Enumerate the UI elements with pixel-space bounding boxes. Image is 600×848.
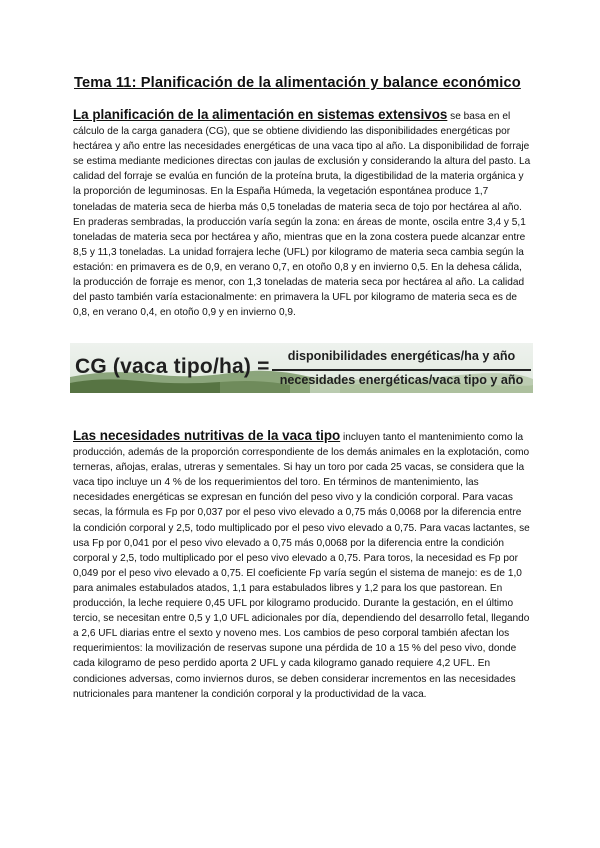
- carrying-capacity-formula-image: [70, 343, 533, 393]
- paragraph-extensive-systems: [73, 107, 531, 320]
- fraction-bar: [272, 369, 531, 371]
- paragraph-body-extensive: se basa en el cálculo de la carga ganadera (CG), que se obtiene dividiendo las disponibilidades energéticas por hectárea y año entre las necesidades energéticas de una vaca tipo al año. La disponibilidad de forraje se estima mediante mediciones directas con jaulas de exclusión y considerando la altura del pasto. La calidad del forraje se evalúa en función de la proteína bruta, la digestibilidad de la materia orgánica y la proporción de leguminosas. En la España Húmeda, la vegetación espontánea produce 1,7 toneladas de materia seca de hierba más 0,5 toneladas de materia seca de tojo por hectárea al año. En praderas sembradas, la producción varía según la zona: en áreas de monte, oscila entre 3,4 y 5,1 toneladas de materia seca por hectárea y año, mientras que en la zona costera puede alcanzar entre 8,5 y 11,3 toneladas. La unidad forrajera leche (UFL) por kilogramo de materia seca cambia según la estación: en primavera es de 0,9, en verano 0,7, en otoño 0,8 y en invierno 0,5. En la dehesa cálida, la producción de forraje es menor, con 1,3 toneladas de materia seca por hectárea al año. La calidad del pasto también varía estacionalmente: en primavera la UFL por kilogramo de materia seca es de 0,8, en verano 0,4, en otoño 0,9 y en invierno 0,9.: [73, 111, 531, 319]
- section-heading-nutritional: Las necesidades nutritivas de la vaca tipo: [73, 428, 341, 443]
- paragraph-nutritional-needs: [73, 428, 531, 702]
- formula-numerator: disponibilidades energéticas/ha y año: [287, 349, 516, 363]
- formula-cg-label: CG (vaca tipo/ha) =: [75, 355, 270, 378]
- formula-denominator: necesidades energéticas/vaca tipo y año: [279, 373, 524, 387]
- page-title: Tema 11: Planificación de la alimentación y balance económico: [74, 75, 521, 91]
- paragraph-body-nutritional: incluyen tanto el mantenimiento como la producción, además de la proporción correspondiente de los demás animales en la explotación, como terneras, añojas, eralas, utreras y sementales. Si hay un toro por cada 25 vacas, se considera que la vaca tipo incluye un 4 % de los requerimientos del toro. En términos de mantenimiento, las necesidades energéticas se expresan en función del peso vivo y la condición corporal. Para vacas secas, la fórmula es Fp por 0,037 por el peso vivo elevado a 0,75 más 0,0068 por la diferencia entre la condición corporal y 2,5, todo multiplicado por el peso vivo elevado a 0,75. Para vacas lactantes, se usa Fp por 0,041 por el peso vivo elevado a 0,75 más 0,0068 por la diferencia entre la condición corporal y 2,5, todo multiplicado por el peso vivo elevado a 0,75. Para toros, la necesidad es Fp por 0,049 por el peso vivo elevado a 0,75. El coeficiente Fp varía según el sistema de manejo: es de 1,0 para animales estabulados atados, 1,1 para estabulados libres y 1,2 para los que pastorean. En producción, la leche requiere 0,45 UFL por kilogramo producido. Durante la gestación, en el último tercio, se necesitan entre 0,5 y 1,0 UFL adicionales por día, dependiendo del desarrollo fetal, llegando a 2,6 UFL diarias entre el sexto y noveno mes. Los cambios de peso corporal también afectan los requerimientos: la movilización de reservas supone una pérdida de 10 a 15 % del peso vivo, donde cada kilogramo de peso perdido aporta 2 UFL y cada kilogramo ganado requiere 4,2 UFL. En condiciones adversas, como inviernos duros, se deben considerar incrementos en las necesidades nutricionales para mantener la condición corporal y la productividad de la vaca.: [73, 432, 530, 700]
- section-heading-extensive: La planificación de la alimentación en sistemas extensivos: [73, 107, 448, 122]
